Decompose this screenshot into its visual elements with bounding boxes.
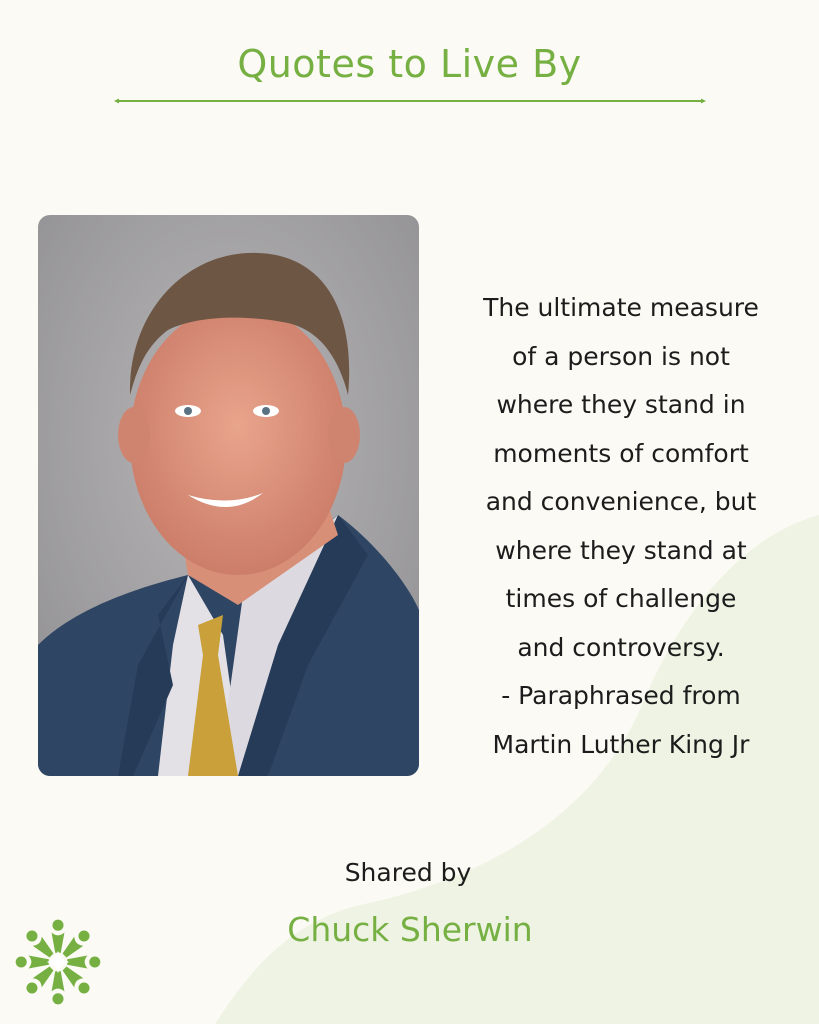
green-people-circle-logo-icon — [12, 916, 104, 1008]
quote-attribution: Martin Luther King Jr — [492, 729, 750, 759]
quote-line: The ultimate measure — [483, 293, 759, 322]
shared-by-label: Shared by — [344, 858, 472, 887]
quote-line: times of challenge — [505, 584, 737, 613]
quote-line: where they stand at — [495, 535, 747, 565]
quote-line: and controversy. — [517, 632, 725, 662]
quote-line: moments of comfort — [493, 438, 749, 468]
quote-attribution: - Paraphrased from — [501, 681, 741, 710]
quote-text — [446, 284, 796, 769]
portrait-photo — [38, 215, 419, 776]
page-title: Quotes to Live By — [237, 42, 582, 86]
quote-line: where they stand in — [496, 390, 746, 419]
quote-line: and convenience, but — [485, 487, 757, 516]
title-divider — [114, 96, 706, 106]
author-name: Chuck Sherwin — [287, 910, 533, 949]
quote-line: of a person is not — [512, 341, 730, 371]
